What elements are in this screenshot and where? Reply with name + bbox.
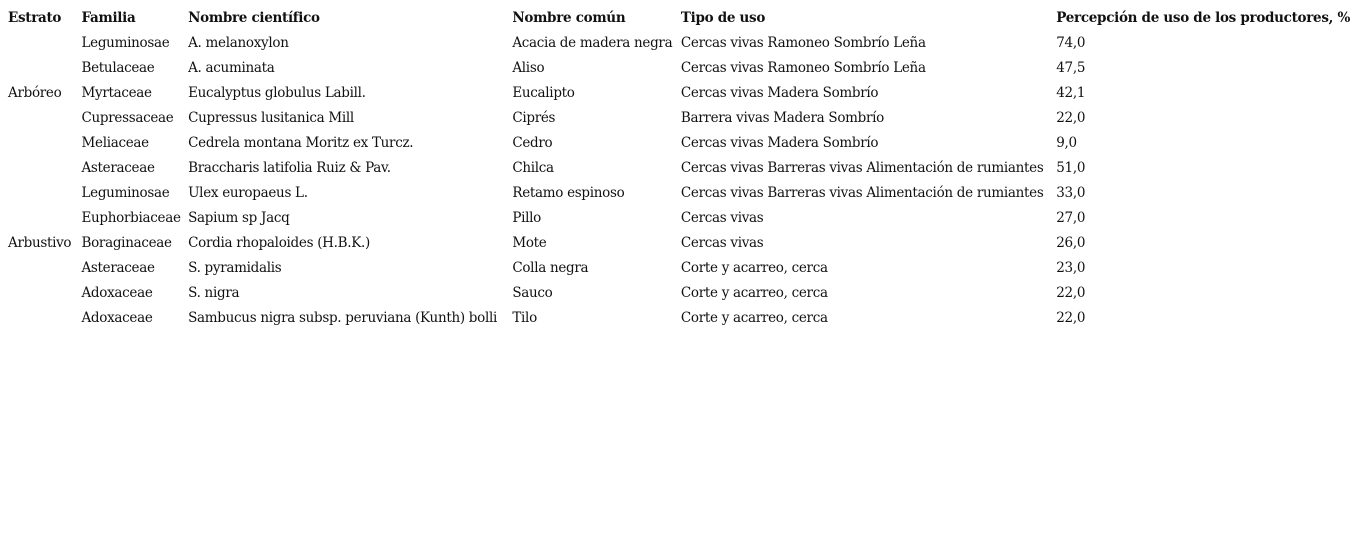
- cell-estrato: [8, 180, 81, 205]
- cell-nombre-cientifico: Cupressus lusitanica Mill: [188, 109, 354, 126]
- cell-familia: Asteraceae: [81, 259, 155, 276]
- cell-familia: Leguminosae: [81, 184, 170, 201]
- table-row: [8, 130, 1350, 155]
- cell-familia: Asteraceae: [81, 159, 155, 176]
- cell-nombre-cientifico: Braccharis latifolia Ruiz & Pav.: [188, 159, 391, 176]
- cell-nombre-cientifico: S. nigra: [188, 284, 240, 301]
- cell-tipo-uso: Cercas vivas Madera Sombrío: [680, 84, 879, 101]
- cell-familia: Adoxaceae: [81, 309, 153, 326]
- cell-tipo-uso: Barrera vivas Madera Sombrío: [680, 109, 885, 126]
- table-row: [8, 55, 1350, 80]
- cell-nombre-cientifico: Sambucus nigra subsp. peruviana (Kunth) bolli: [188, 309, 498, 326]
- cell-nombre-comun: Acacia de madera negra: [512, 34, 673, 51]
- cell-percepcion: 23,0: [1056, 259, 1086, 276]
- cell-tipo-uso: Corte y acarreo, cerca: [680, 309, 828, 326]
- cell-percepcion: 33,0: [1056, 184, 1086, 201]
- table-row: [8, 305, 1350, 330]
- table-header: [8, 5, 1350, 30]
- species-table: [8, 5, 1350, 330]
- cell-percepcion: 42,1: [1056, 84, 1086, 101]
- table-body: [8, 30, 1350, 330]
- cell-nombre-comun: Eucalipto: [512, 84, 575, 101]
- header-nombre-comun: Nombre común: [512, 9, 626, 26]
- cell-estrato: [8, 130, 81, 155]
- cell-nombre-comun: Pillo: [512, 209, 541, 226]
- table-row: [8, 255, 1350, 280]
- table-row: [8, 230, 1350, 255]
- cell-familia: Cupressaceae: [81, 109, 174, 126]
- cell-estrato: Arbustivo: [8, 234, 72, 251]
- cell-nombre-comun: Tilo: [512, 309, 537, 326]
- cell-nombre-comun: Chilca: [512, 159, 554, 176]
- cell-nombre-comun: Colla negra: [512, 259, 589, 276]
- table-row: [8, 280, 1350, 305]
- header-nombre-cientifico: Nombre científico: [188, 9, 320, 26]
- cell-familia: Boraginaceae: [81, 234, 172, 251]
- cell-nombre-comun: Ciprés: [512, 109, 556, 126]
- cell-nombre-comun: Cedro: [512, 134, 553, 151]
- cell-percepcion: 22,0: [1056, 284, 1086, 301]
- cell-familia: Adoxaceae: [81, 284, 153, 301]
- table-row: [8, 30, 1350, 55]
- cell-tipo-uso: Cercas vivas: [680, 234, 764, 251]
- cell-percepcion: 47,5: [1056, 59, 1086, 76]
- cell-tipo-uso: Corte y acarreo, cerca: [680, 284, 828, 301]
- cell-tipo-uso: Cercas vivas Madera Sombrío: [680, 134, 879, 151]
- cell-nombre-cientifico: A. melanoxylon: [188, 34, 289, 51]
- cell-percepcion: 9,0: [1056, 134, 1077, 151]
- header-row: [8, 5, 1350, 30]
- table-row: [8, 80, 1350, 105]
- cell-nombre-comun: Sauco: [512, 284, 553, 301]
- cell-estrato: [8, 205, 81, 230]
- cell-estrato: [8, 280, 81, 305]
- table-row: [8, 180, 1350, 205]
- cell-percepcion: 22,0: [1056, 109, 1086, 126]
- cell-estrato: Arbóreo: [8, 84, 62, 101]
- cell-familia: Leguminosae: [81, 34, 170, 51]
- cell-nombre-cientifico: Cordia rhopaloides (H.B.K.): [188, 234, 370, 251]
- table-row: [8, 155, 1350, 180]
- cell-estrato: [8, 305, 81, 330]
- header-familia: Familia: [81, 9, 136, 26]
- cell-nombre-cientifico: Sapium sp Jacq: [188, 209, 290, 226]
- header-tipo-uso: Tipo de uso: [680, 9, 766, 26]
- cell-percepcion: 51,0: [1056, 159, 1086, 176]
- cell-nombre-comun: Mote: [512, 234, 547, 251]
- cell-percepcion: 22,0: [1056, 309, 1086, 326]
- cell-nombre-cientifico: S. pyramidalis: [188, 259, 282, 276]
- cell-nombre-cientifico: A. acuminata: [188, 59, 275, 76]
- cell-estrato: [8, 55, 81, 80]
- cell-nombre-cientifico: Ulex europaeus L.: [188, 184, 308, 201]
- cell-nombre-comun: Aliso: [512, 59, 545, 76]
- cell-tipo-uso: Cercas vivas: [680, 209, 764, 226]
- cell-nombre-cientifico: Cedrela montana Moritz ex Turcz.: [188, 134, 414, 151]
- header-estrato: Estrato: [8, 9, 62, 26]
- cell-percepcion: 27,0: [1056, 209, 1086, 226]
- species-table-container: [8, 5, 1350, 330]
- cell-tipo-uso: Cercas vivas Barreras vivas Alimentación de rumiantes: [680, 159, 1044, 176]
- cell-estrato: [8, 155, 81, 180]
- cell-nombre-comun: Retamo espinoso: [512, 184, 625, 201]
- cell-tipo-uso: Cercas vivas Ramoneo Sombrío Leña: [680, 59, 926, 76]
- cell-tipo-uso: Cercas vivas Barreras vivas Alimentación de rumiantes: [680, 184, 1044, 201]
- cell-familia: Euphorbiaceae: [81, 209, 181, 226]
- cell-estrato: [8, 30, 81, 55]
- table-row: [8, 105, 1350, 130]
- cell-nombre-cientifico: Eucalyptus globulus Labill.: [188, 84, 366, 101]
- cell-estrato: [8, 105, 81, 130]
- header-percepcion: Percepción de uso de los productores, %: [1056, 9, 1350, 26]
- cell-tipo-uso: Cercas vivas Ramoneo Sombrío Leña: [680, 34, 926, 51]
- cell-familia: Betulaceae: [81, 59, 155, 76]
- cell-estrato: [8, 255, 81, 280]
- cell-percepcion: 74,0: [1056, 34, 1086, 51]
- cell-tipo-uso: Corte y acarreo, cerca: [680, 259, 828, 276]
- cell-familia: Myrtaceae: [81, 84, 152, 101]
- cell-percepcion: 26,0: [1056, 234, 1086, 251]
- table-row: [8, 205, 1350, 230]
- cell-familia: Meliaceae: [81, 134, 149, 151]
